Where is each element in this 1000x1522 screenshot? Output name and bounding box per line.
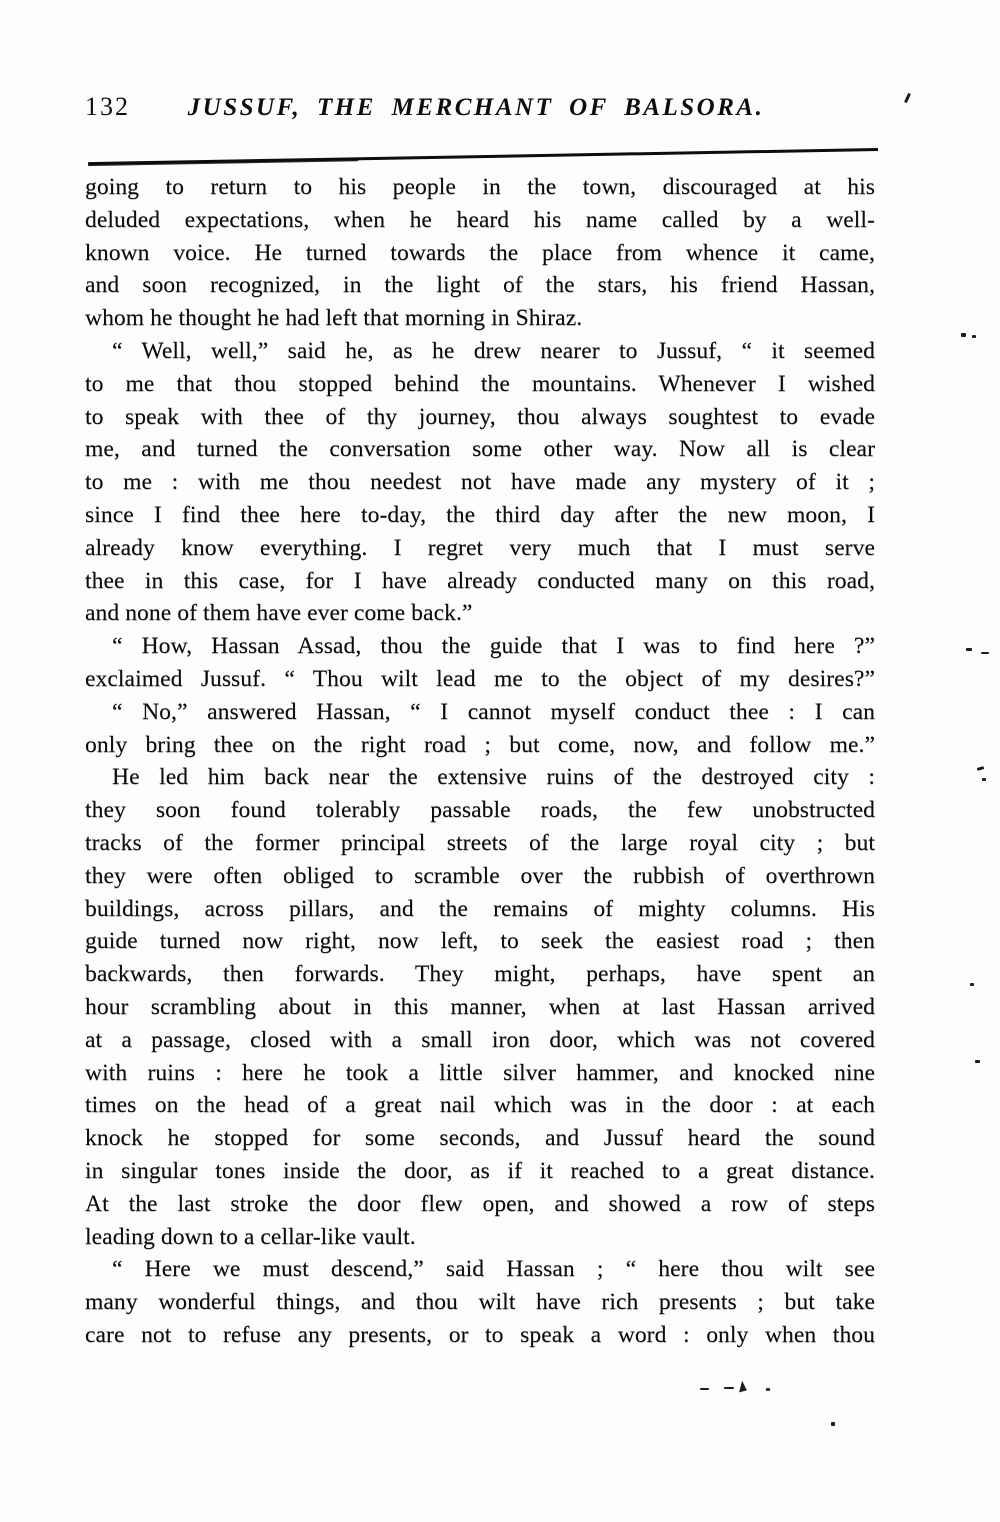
scan-speck <box>970 983 974 986</box>
paragraph <box>85 696 875 762</box>
text-line: hour scrambling about in this manner, when at last Hassan arrived <box>85 993 875 1020</box>
text-line: to me : with me thou needest not have made any mystery of it ; <box>85 469 875 496</box>
text-line: backwards, then forwards. They might, perhaps, have spent an <box>85 961 875 988</box>
paragraph <box>85 1253 875 1351</box>
text-line: whom he thought he had left that morning in Shiraz. <box>85 305 583 332</box>
scan-speck <box>831 1422 835 1426</box>
text-line: knock he stopped for some seconds, and Jussuf heard the sound <box>85 1125 875 1152</box>
text-line: times on the head of a great nail which was in the door : at each <box>85 1092 875 1119</box>
text-line: in singular tones inside the door, as if it reached to a great distance. <box>85 1157 875 1184</box>
text-line: to speak with thee of thy journey, thou always soughtest to evade <box>85 403 875 430</box>
text-line: He led him back near the extensive ruins of the destroyed city : <box>112 764 875 791</box>
scan-speck <box>975 1060 980 1063</box>
text-line: and none of them have ever come back.” <box>85 600 473 627</box>
text-line: and soon recognized, in the light of the stars, his friend Hassan, <box>85 272 875 299</box>
text-line: they soon found tolerably passable roads, the few unobstructed <box>85 797 875 824</box>
paragraph <box>85 335 875 630</box>
scan-speck <box>977 766 985 771</box>
text-line: to me that thou stopped behind the mountains. Whenever I wished <box>85 370 875 397</box>
text-line: care not to refuse any presents, or to speak a word : only when thou <box>85 1321 875 1348</box>
header-rule <box>88 148 878 165</box>
scan-speck <box>700 1388 709 1390</box>
text-line: guide turned now right, now left, to seek the easiest road ; then <box>85 928 875 955</box>
scan-speck <box>966 648 972 651</box>
text-line: since I find thee here to-day, the third day after the new moon, I <box>85 501 875 528</box>
scan-speck <box>739 1381 749 1394</box>
text-line: only bring thee on the right road ; but come, now, and follow me.” <box>85 731 875 758</box>
text-line: thee in this case, for I have already conducted many on this road, <box>85 567 875 594</box>
text-line: leading down to a cellar-like vault. <box>85 1223 416 1250</box>
text-line: going to return to his people in the town, discouraged at his <box>85 174 875 200</box>
text-line: “ No,” answered Hassan, “ I cannot myself conduct thee : I can <box>112 698 875 725</box>
running-title: JUSSUF, THE MERCHANT OF BALSORA. <box>187 94 765 121</box>
scan-speck <box>972 335 976 338</box>
paragraph <box>85 630 875 696</box>
page-text <box>85 171 875 1352</box>
text-line: “ How, Hassan Assad, thou the guide that I was to find here ?” <box>112 633 875 660</box>
text-line: already know everything. I regret very much that I must serve <box>85 534 875 561</box>
text-line: “ Here we must descend,” said Hassan ; “ here thou wilt see <box>112 1256 875 1283</box>
text-line: At the last stroke the door flew open, and showed a row of steps <box>85 1190 875 1217</box>
text-line: with ruins : here he took a little silver hammer, and knocked nine <box>85 1059 875 1086</box>
text-line: at a passage, closed with a small iron door, which was not covered <box>85 1026 875 1053</box>
text-line: deluded expectations, when he heard his name called by a well- <box>85 206 875 233</box>
text-line: buildings, across pillars, and the remains of mighty columns. His <box>85 895 875 922</box>
scan-speck <box>982 778 986 781</box>
text-line: “ Well, well,” said he, as he drew nearer to Jussuf, “ it seemed <box>112 337 875 364</box>
text-line: known voice. He turned towards the place from whence it came, <box>85 239 875 266</box>
scan-speck <box>981 652 989 654</box>
paragraph <box>85 171 875 335</box>
running-head <box>85 92 877 122</box>
text-line: tracks of the former principal streets of the large royal city ; but <box>85 829 875 856</box>
text-line: many wonderful things, and thou wilt have rich presents ; but take <box>85 1289 875 1316</box>
scan-speck <box>904 93 911 103</box>
paragraph <box>85 761 875 1253</box>
text-line: me, and turned the conversation some other way. Now all is clear <box>85 436 875 463</box>
scan-speck <box>724 1387 734 1389</box>
text-line: they were often obliged to scramble over the rubbish of overthrown <box>85 862 875 889</box>
text-line: exclaimed Jussuf. “ Thou wilt lead me to the object of my desires?” <box>85 665 875 692</box>
scan-speck <box>766 1388 770 1391</box>
scan-speck <box>961 333 966 337</box>
page-number: 132 <box>85 91 130 122</box>
